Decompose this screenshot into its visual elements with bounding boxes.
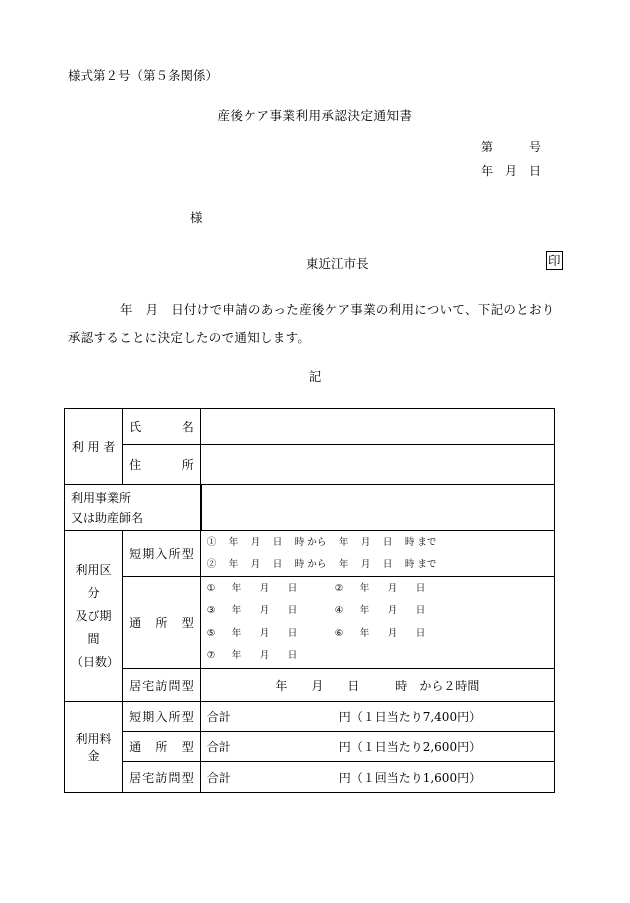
fee-home-visit-value: 合計 円（１回当たり1,600円） xyxy=(200,762,554,793)
short-stay-period-1: ① 年 月 日 時 から 年 月 日 時 まで xyxy=(206,536,437,548)
day-care-dates xyxy=(200,577,554,669)
day-care-label: 通 所 型 xyxy=(123,577,201,669)
short-stay-period xyxy=(200,531,554,577)
fee-label: 利用料金 xyxy=(65,702,123,793)
day-care-row-1: ① 年 月 日 ② 年 月 日 xyxy=(206,582,426,594)
facility-value[interactable] xyxy=(201,485,554,531)
form-number: 様式第２号（第５条関係） xyxy=(68,68,219,83)
fee-home-visit-label: 居宅訪問型 xyxy=(123,762,201,793)
facility-label-line1: 利用事業所 xyxy=(71,490,132,505)
category-label-line2: 及び期間 xyxy=(75,608,112,646)
fee-day-care-value: 合計 円（１日当たり2,600円） xyxy=(200,732,554,762)
facility-label-line2: 又は助産師名 xyxy=(71,510,144,525)
user-label: 利 用 者 xyxy=(65,409,123,485)
address-label: 住 所 xyxy=(123,445,201,485)
table-row xyxy=(65,669,555,702)
category-label-line1: 利用区分 xyxy=(75,562,112,600)
document-title: 産後ケア事業利用承認決定通知書 xyxy=(217,108,413,123)
ki-heading: 記 xyxy=(308,369,322,384)
fee-short-stay-value: 合計 円（１日当たり7,400円） xyxy=(200,702,554,732)
home-visit-label: 居宅訪問型 xyxy=(123,669,201,702)
name-value[interactable] xyxy=(200,409,554,445)
home-visit-period: 年 月 日 時 から２時間 xyxy=(200,669,554,702)
day-care-row-4: ⑦ 年 月 日 xyxy=(206,650,298,661)
short-stay-period-2: ② 年 月 日 時 から 年 月 日 時 まで xyxy=(206,558,437,570)
addressee-honorific: 様 xyxy=(190,210,203,225)
day-care-row-3: ⑤ 年 月 日 ⑥ 年 月 日 xyxy=(206,627,426,639)
document-date-line: 年 月 日 xyxy=(481,164,542,178)
issuer-name: 東近江市長 xyxy=(306,256,369,271)
name-label: 氏 名 xyxy=(123,409,201,445)
table-row xyxy=(65,577,555,669)
table-row xyxy=(65,732,555,762)
short-stay-label: 短期入所型 xyxy=(123,531,201,577)
category-label xyxy=(65,531,123,702)
table-row xyxy=(65,485,555,531)
table-row xyxy=(65,531,555,577)
day-care-row-2: ③ 年 月 日 ④ 年 月 日 xyxy=(206,605,426,616)
facility-label xyxy=(65,485,201,531)
approval-table xyxy=(64,408,555,793)
table-row xyxy=(65,762,555,793)
fee-short-stay-label: 短期入所型 xyxy=(123,702,201,732)
address-value[interactable] xyxy=(200,445,554,485)
table-row xyxy=(65,702,555,732)
table-row xyxy=(65,445,555,485)
document-number-line: 第 号 xyxy=(481,140,542,154)
notice-body: 年 月 日付けで申請のあった産後ケア事業の利用について、下記のとおり承認することに決定したので通知します。 xyxy=(68,302,555,345)
seal-mark: 印 xyxy=(548,253,561,268)
fee-day-care-label: 通 所 型 xyxy=(123,732,201,762)
category-label-line3: （日数） xyxy=(71,654,120,669)
table-row xyxy=(65,409,555,445)
